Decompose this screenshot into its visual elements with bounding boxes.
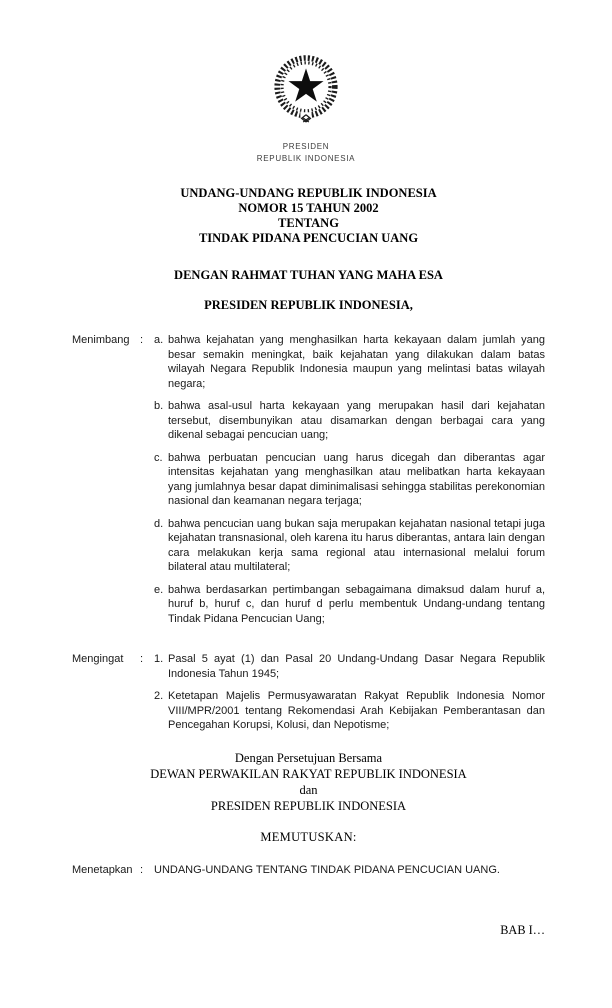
list-item (154, 333, 545, 391)
letterhead-line-republik-indonesia: REPUBLIK INDONESIA (256, 154, 356, 163)
letterhead (0, 0, 612, 165)
agreement-line-2: DEWAN PERWAKILAN RAKYAT REPUBLIK INDONESIA (150, 766, 467, 781)
issuer-line: PRESIDEN REPUBLIK INDONESIA, (204, 298, 413, 312)
considering-items (154, 333, 545, 626)
enactment-colon: : (140, 863, 144, 876)
enactment-label: Menetapkan (72, 863, 133, 876)
list-item (154, 689, 545, 733)
list-item (154, 652, 545, 681)
enactment-clause (72, 863, 545, 878)
law-title-line-1: UNDANG-UNDANG REPUBLIK INDONESIA (180, 186, 437, 200)
considering-section (72, 333, 545, 626)
enactment-text: UNDANG-UNDANG TENTANG TINDAK PIDANA PENCUCIAN UANG. (154, 863, 500, 876)
item-text: bahwa perbuatan pencucian uang harus dicegah dan diberantas agar intensitas kejahatan yang menghasilkan atau melibatkan harta kekayaan yang jumlahnya besar dapat diminimalisasi sehingga stabilitas perekonomian nasional dan keamanan negara terjaga; (168, 451, 545, 507)
law-title-line-4: TINDAK PIDANA PENCUCIAN UANG (198, 231, 419, 245)
joint-agreement-block (72, 750, 545, 814)
considering-label: Menimbang (72, 334, 130, 346)
item-text: bahwa berdasarkan pertimbangan sebagaimana dimaksud dalam huruf a, huruf b, huruf c, dan huruf d perlu membentuk Undang-undang tentang Tindak Pidana Pencucian Uang; (168, 583, 545, 625)
document-body (72, 186, 545, 938)
letterhead-line-presiden: PRESIDEN (282, 142, 330, 151)
item-marker: c. (154, 451, 163, 464)
remembering-label: Mengingat (72, 653, 124, 665)
list-item (154, 583, 545, 627)
item-text: bahwa asal-usul harta kekayaan yang merupakan hasil dari kejahatan tersebut, disembunyikan atau disamarkan dengan berbagai cara yang dikenal sebagai pencucian uang; (168, 400, 545, 441)
item-text: bahwa kejahatan yang menghasilkan harta kekayaan dalam jumlah yang besar semakin meningkat, baik kejahatan yang dilakukan dalam batas wilayah Negara Republik Indonesia maupun yang melintasi batas wilayah negara; (168, 334, 545, 390)
remembering-colon: : (140, 653, 144, 665)
chapter-continuation-marker: BAB I… (500, 923, 545, 937)
agreement-line-4: PRESIDEN REPUBLIK INDONESIA (210, 798, 407, 813)
letterhead-text (0, 141, 612, 165)
remembering-items (154, 652, 545, 733)
item-marker: d. (154, 517, 164, 530)
agreement-line-1: Dengan Persetujuan Bersama (234, 750, 383, 765)
invocation-line: DENGAN RAHMAT TUHAN YANG MAHA ESA (174, 268, 443, 282)
item-text: Ketetapan Majelis Permusyawaratan Rakyat Republik Indonesia Nomor VIII/MPR/2001 tentang Rekomendasi Arah Kebijakan Pemberantasan dan Pencegahan Korupsi, Kolusi, dan Nepotisme; (168, 690, 545, 731)
item-marker: a. (154, 334, 164, 346)
decision-heading: MEMUTUSKAN: (260, 829, 357, 844)
law-title-line-2: NOMOR 15 TAHUN 2002 (238, 201, 379, 215)
list-item (154, 517, 545, 575)
item-marker: 2. (154, 690, 164, 702)
item-marker: 1. (154, 653, 164, 665)
remembering-section (72, 652, 545, 733)
item-marker: e. (154, 583, 164, 596)
presidential-star-wreath-emblem-icon (266, 50, 346, 130)
item-text: bahwa pencucian uang bukan saja merupakan kejahatan nasional tetapi juga kejahatan transnasional, oleh karena itu harus diberantas, antara lain dengan cara melakukan kerja sama regional atau internasional melalui forum bilateral atau multilateral; (168, 517, 545, 573)
item-text: Pasal 5 ayat (1) dan Pasal 20 Undang-Undang Dasar Negara Republik Indonesia Tahun 1945; (168, 653, 545, 680)
agreement-line-3: dan (299, 782, 318, 797)
list-item (154, 399, 545, 443)
list-item (154, 451, 545, 509)
law-title-line-3: TENTANG (278, 216, 339, 230)
law-title (72, 186, 545, 246)
considering-colon: : (140, 334, 144, 346)
item-marker: b. (154, 400, 164, 412)
